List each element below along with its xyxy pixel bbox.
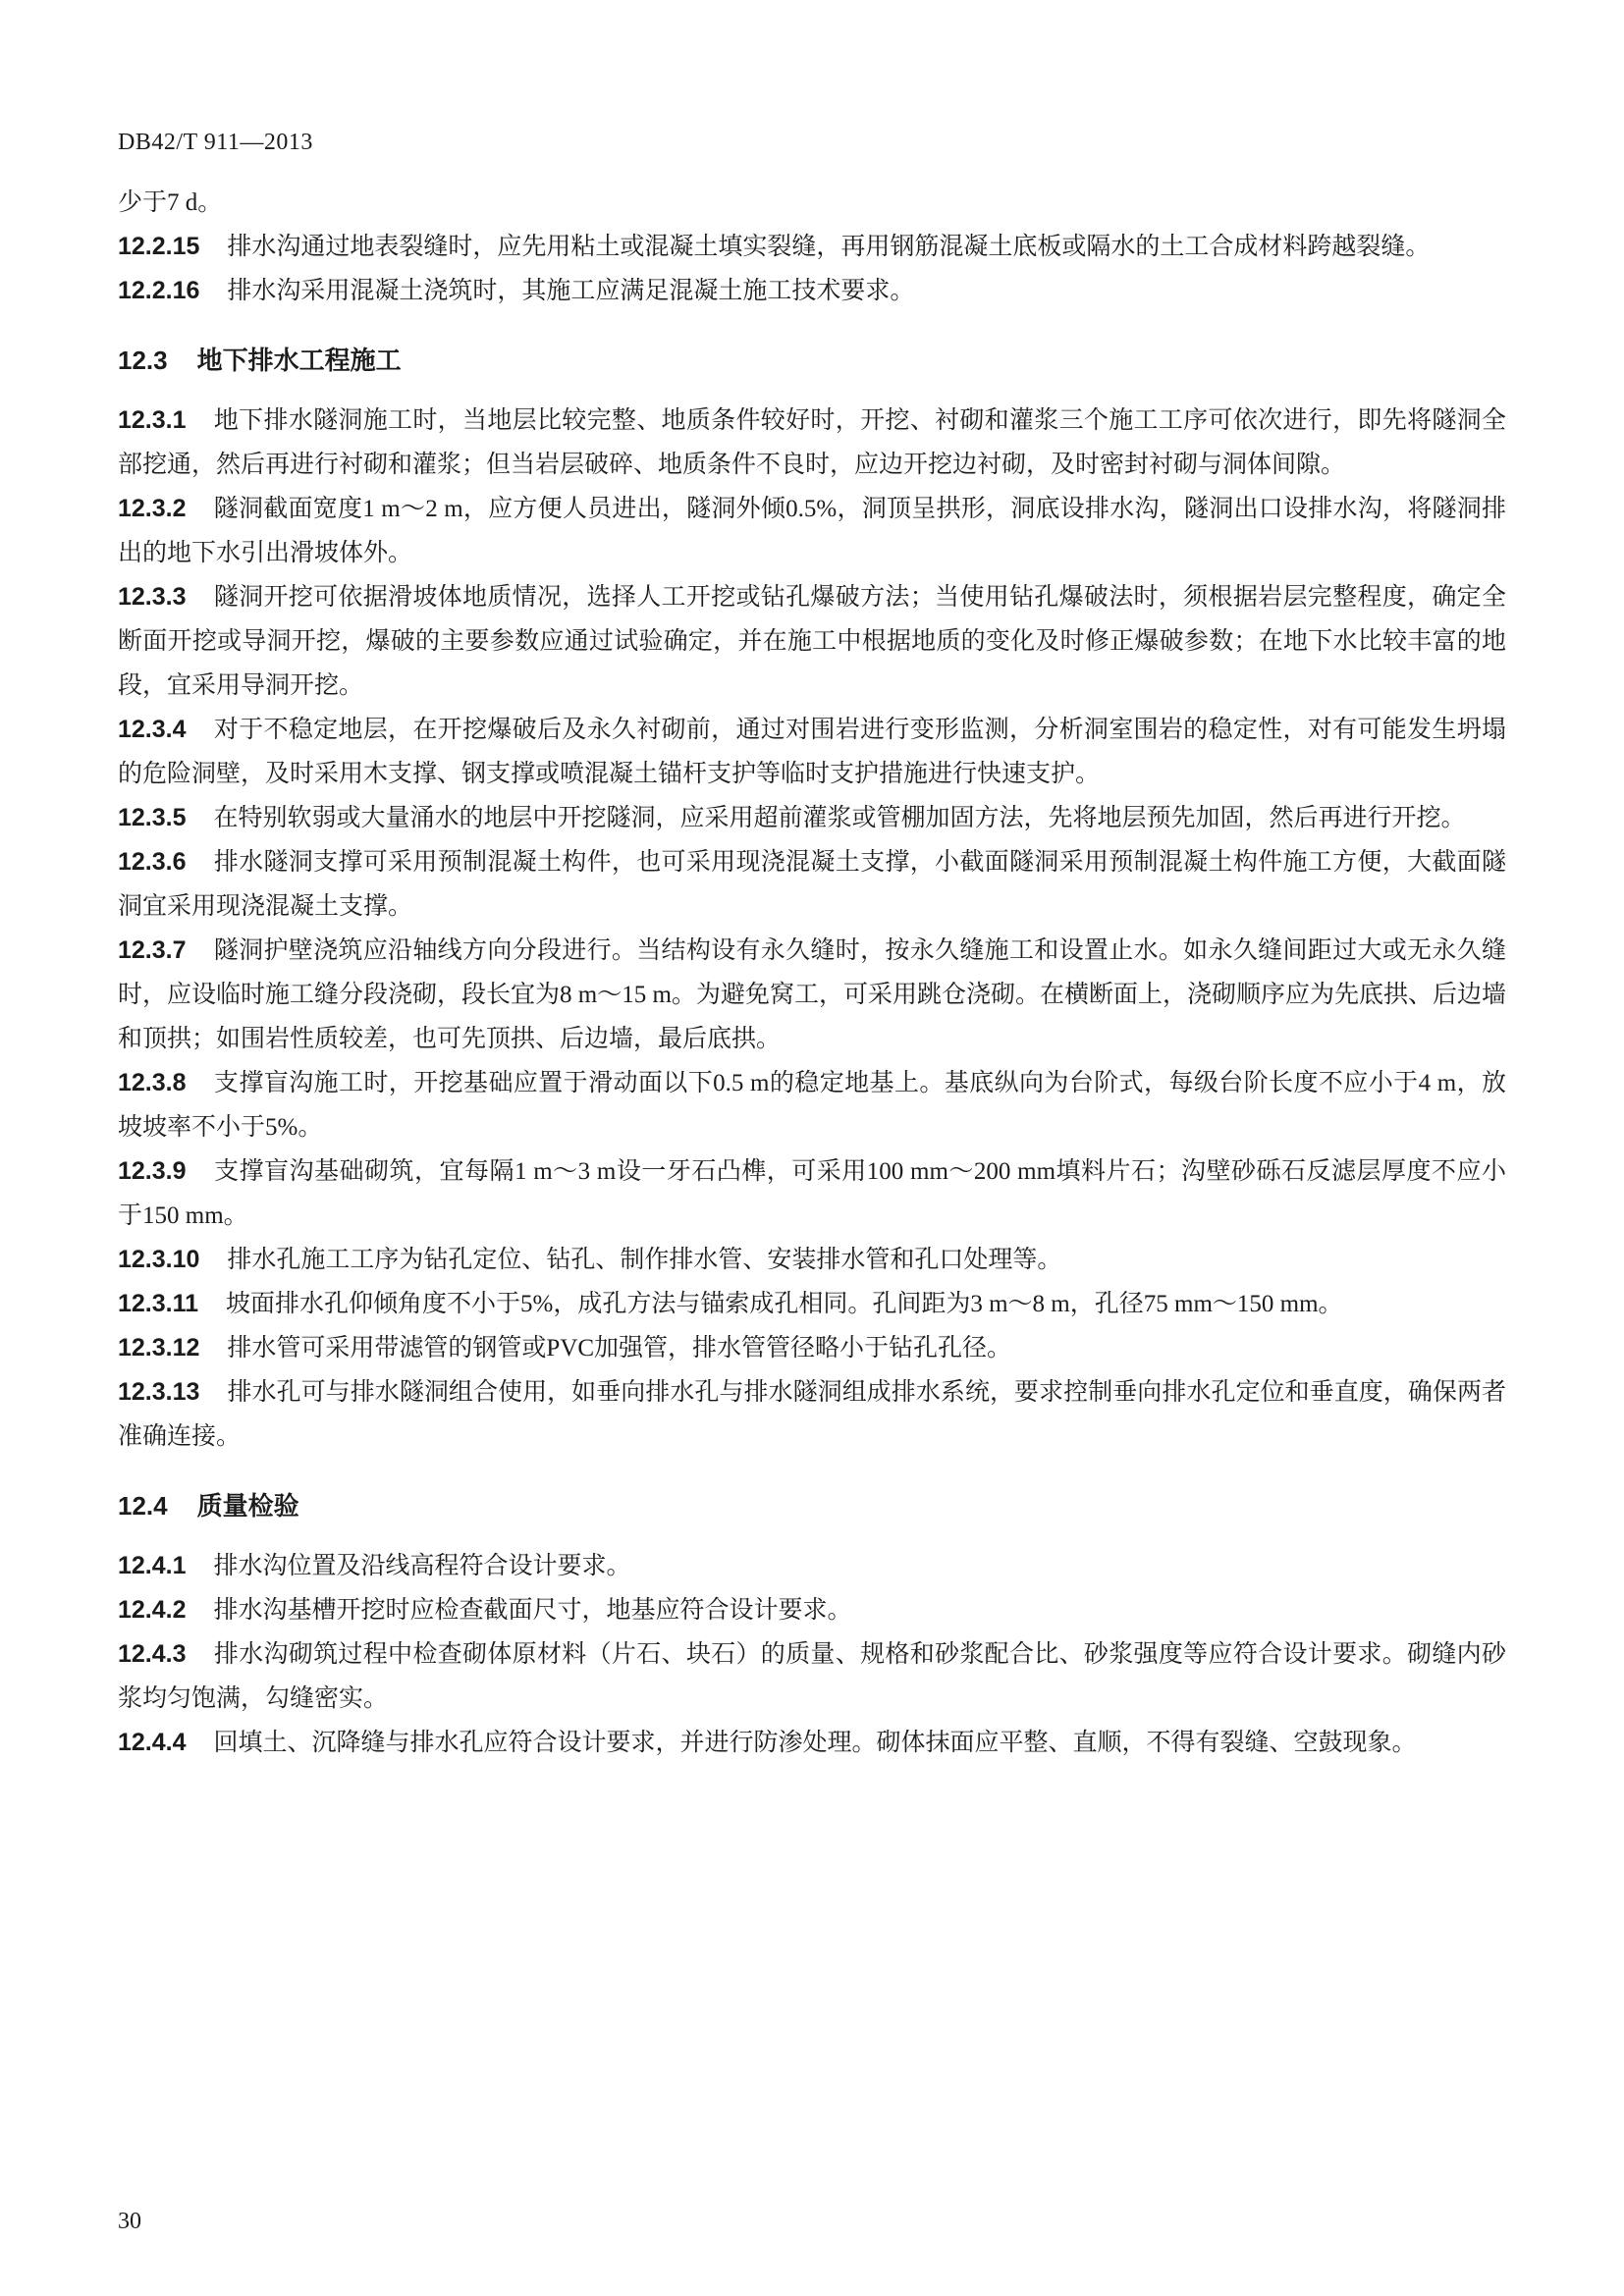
clause-paragraph [118,1149,1506,1238]
clause-number: 12.3.13 [118,1378,200,1406]
clause-number: 12.4.1 [118,1552,187,1579]
clause-number: 12.3.3 [118,583,187,611]
clause-number: 12.3.7 [118,936,187,964]
clause-paragraph [118,708,1506,796]
clause-paragraph [118,1061,1506,1149]
clause-number: 12.3.9 [118,1157,187,1185]
doc-number: DB42/T 911—2013 [118,130,313,155]
clause-text: 支撑盲沟施工时，开挖基础应置于滑动面以下0.5 m的稳定地基上。基底纵向为台阶式，每级台阶长度不应小于4 m，放坡坡率不小于5%。 [118,1070,1506,1141]
clause-text: 少于7 d。 [118,189,223,216]
clause-number: 12.4 [118,1491,168,1521]
clause-paragraph [118,575,1506,708]
clause-text: 排水孔可与排水隧洞组合使用，如垂向排水孔与排水隧洞组成排水系统，要求控制垂向排水孔定位和垂直度，确保两者准确连接。 [118,1379,1506,1450]
clause-number: 12.3.8 [118,1069,187,1096]
clause-text: 排水管可采用带滤管的钢管或PVC加强管，排水管管径略小于钻孔孔径。 [227,1335,1012,1362]
clause-text: 排水隧洞支撑可采用预制混凝土构件，也可采用现浇混凝土支撑，小截面隧洞采用预制混凝土构件施工方便，大截面隧洞宜采用现浇混凝土支撑。 [118,849,1506,920]
section-title: 质量检验 [196,1491,299,1521]
clause-text: 排水沟位置及沿线高程符合设计要求。 [213,1553,631,1579]
clause-number: 12.2.16 [118,277,200,304]
clause-text: 支撑盲沟基础砌筑，宜每隔1 m～3 m设一牙石凸榫，可采用100 mm～200 mm填料片石；沟壁砂砾石反滤层厚度不应小于150 mm。 [118,1158,1506,1229]
clause-text: 对于不稳定地层，在开挖爆破后及永久衬砌前，通过对围岩进行变形监测，分析洞室围岩的稳定性，对有可能发生坍塌的危险洞壁，及时采用木支撑、钢支撑或喷混凝土锚杆支护等临时支护措施进行快速支护。 [118,717,1506,787]
clause-number: 12.2.15 [118,233,200,260]
clause-paragraph [118,399,1506,487]
clause-number: 12.3.2 [118,495,187,522]
clause-paragraph [118,1588,1506,1632]
clause-paragraph [118,225,1506,269]
clause-paragraph [118,1632,1506,1721]
section-heading [118,339,1506,383]
clause-number: 12.3 [118,346,168,375]
clause-paragraph [118,269,1506,313]
clause-number: 12.3.10 [118,1246,200,1273]
clause-number: 12.4.3 [118,1640,187,1668]
document-body [118,181,1506,1765]
section-heading [118,1484,1506,1528]
clause-number: 12.4.2 [118,1596,187,1624]
clause-text: 隧洞护壁浇筑应沿轴线方向分段进行。当结构设有永久缝时，按永久缝施工和设置止水。如永久缝间距过大或无永久缝时，应设临时施工缝分段浇砌，段长宜为8 m～15 m。为避免窝工，可采用跳仓浇砌。在横断面上，浇砌顺序应为先底拱、后边墙和顶拱；如围岩性质较差，也可先顶拱、后边墙，最后底拱。 [118,937,1506,1052]
clause-text: 排水沟通过地表裂缝时，应先用粘土或混凝土填实裂缝，再用钢筋混凝土底板或隔水的土工合成材料跨越裂缝。 [227,234,1431,260]
clause-number: 12.4.4 [118,1729,187,1756]
clause-paragraph [118,1282,1506,1326]
clause-number: 12.3.1 [118,406,187,434]
clause-text: 在特别软弱或大量涌水的地层中开挖隧洞，应采用超前灌浆或管棚加固方法，先将地层预先加固，然后再进行开挖。 [213,805,1466,831]
clause-paragraph [118,487,1506,575]
clause-paragraph [118,1326,1506,1370]
section-title: 地下排水工程施工 [196,346,402,375]
clause-text: 回填土、沉降缝与排水孔应符合设计要求，并进行防渗处理。砌体抹面应平整、直顺，不得有裂缝、空鼓现象。 [213,1730,1417,1756]
doc-header [118,128,1506,157]
clause-number: 12.3.12 [118,1334,200,1362]
clause-paragraph [118,1721,1506,1765]
clause-text: 坡面排水孔仰倾角度不小于5%，成孔方法与锚索成孔相同。孔间距为3 m～8 m，孔径75 mm～150 mm。 [226,1291,1343,1317]
clause-paragraph [118,1238,1506,1282]
clause-text: 排水沟基槽开挖时应检查截面尺寸，地基应符合设计要求。 [213,1597,852,1624]
clause-number: 12.3.5 [118,804,187,831]
clause-text: 隧洞开挖可依据滑坡体地质情况，选择人工开挖或钻孔爆破方法；当使用钻孔爆破法时，须根据岩层完整程度，确定全断面开挖或导洞开挖，爆破的主要参数应通过试验确定，并在施工中根据地质的变化及时修正爆破参数；在地下水比较丰富的地段，宜采用导洞开挖。 [118,584,1506,699]
clause-paragraph [118,796,1506,840]
clause-number: 12.3.4 [118,716,187,743]
clause-paragraph [118,929,1506,1061]
clause-paragraph [118,1544,1506,1588]
clause-text: 排水沟采用混凝土浇筑时，其施工应满足混凝土施工技术要求。 [227,278,915,304]
clause-paragraph [118,1370,1506,1459]
clause-text: 地下排水隧洞施工时，当地层比较完整、地质条件较好时，开挖、衬砌和灌浆三个施工工序可依次进行，即先将隧洞全部挖通，然后再进行衬砌和灌浆；但当岩层破碎、地质条件不良时，应边开挖边衬砌，及时密封衬砌与洞体间隙。 [118,407,1506,478]
clause-text: 排水沟砌筑过程中检查砌体原材料（片石、块石）的质量、规格和砂浆配合比、砂浆强度等应符合设计要求。砌缝内砂浆均匀饱满，勾缝密实。 [118,1641,1506,1712]
doc-footer [118,2209,141,2235]
page-number: 30 [118,2209,141,2234]
clause-number: 12.3.6 [118,848,187,876]
clause-paragraph [118,181,1506,225]
clause-number: 12.3.11 [118,1290,199,1317]
clause-paragraph [118,840,1506,929]
clause-text: 隧洞截面宽度1 m～2 m，应方便人员进出，隧洞外倾0.5%，洞顶呈拱形，洞底设排水沟，隧洞出口设排水沟，将隧洞排出的地下水引出滑坡体外。 [118,496,1506,566]
clause-text: 排水孔施工工序为钻孔定位、钻孔、制作排水管、安装排水管和孔口处理等。 [227,1247,1062,1273]
